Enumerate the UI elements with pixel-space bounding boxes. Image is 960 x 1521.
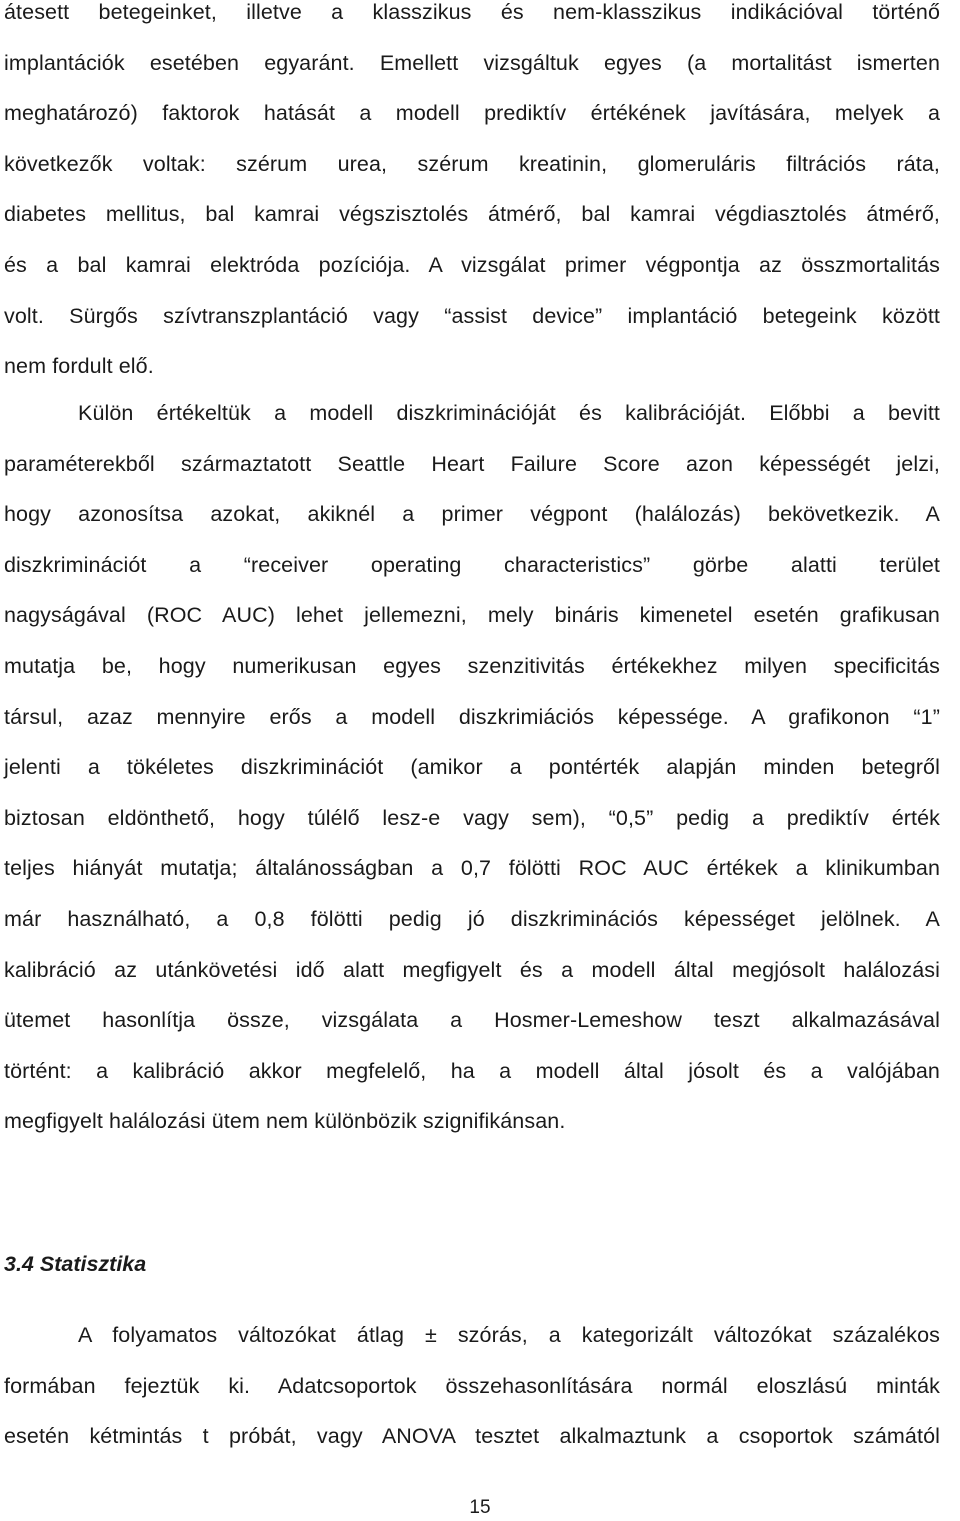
body-paragraph-3 bbox=[4, 1310, 940, 1462]
text-line: formában fejeztük ki. Adatcsoportok összehasonlítására normál eloszlású minták bbox=[4, 1373, 940, 1398]
text-line: teljes hiányát mutatja; általánosságban a 0,7 fölötti ROC AUC értékek a klinikumban bbox=[4, 856, 940, 881]
text-line: mutatja be, hogy numerikusan egyes szenzitivitás értékekhez milyen specificitás bbox=[4, 653, 940, 678]
body-paragraph-1 bbox=[4, 0, 940, 392]
text-line: nem fordult elő. bbox=[4, 354, 154, 379]
text-line: paraméterekből származtatott Seattle Heart Failure Score azon képességét jelzi, bbox=[4, 451, 940, 476]
text-line: A folyamatos változókat átlag ± szórás, a kategorizált változókat százalékos bbox=[78, 1323, 940, 1347]
text-line: társul, azaz mennyire erős a modell diszkrimiációs képessége. A grafikonon “1” bbox=[4, 704, 940, 729]
text-line: ütemet hasonlítja össze, vizsgálata a Hosmer-Lemeshow teszt alkalmazásával bbox=[4, 1008, 940, 1033]
text-line: már használható, a 0,8 fölötti pedig jó diszkriminációs képességet jelölnek. A bbox=[4, 906, 940, 931]
text-line: megfigyelt halálozási ütem nem különbözik szignifikánsan. bbox=[4, 1109, 566, 1134]
text-line: volt. Sürgős szívtranszplantáció vagy “assist device” implantáció betegeink között bbox=[4, 303, 940, 328]
text-line: hogy azonosítsa azokat, akiknél a primer végpont (halálozás) bekövetkezik. A bbox=[4, 502, 940, 527]
text-line: diszkriminációt a “receiver operating characteristics” görbe alatti terület bbox=[4, 552, 940, 577]
text-line: és a bal kamrai elektróda pozíciója. A vizsgálat primer végpontja az összmortalitás bbox=[4, 252, 940, 277]
text-line: Külön értékeltük a modell diszkriminációját és kalibrációját. Előbbi a bevitt bbox=[78, 401, 940, 425]
text-line: következők voltak: szérum urea, szérum kreatinin, glomeruláris filtrációs ráta, bbox=[4, 151, 940, 176]
text-line: jelenti a tökéletes diszkriminációt (amikor a pontérték alapján minden betegről bbox=[4, 755, 940, 780]
text-line: biztosan eldönthető, hogy túlélő lesz-e vagy sem), “0,5” pedig a prediktív érték bbox=[4, 805, 940, 830]
text-line: kalibráció az utánkövetési idő alatt megfigyelt és a modell által megjósolt halálozási bbox=[4, 957, 940, 982]
section-heading: 3.4 Statisztika bbox=[4, 1252, 147, 1276]
text-line: nagyságával (ROC AUC) lehet jellemezni, mely bináris kimenetel esetén grafikusan bbox=[4, 603, 940, 628]
text-line: esetén kétmintás t próbát, vagy ANOVA tesztet alkalmaztunk a csoportok számától bbox=[4, 1424, 940, 1449]
text-line: történt: a kalibráció akkor megfelelő, ha a modell által jósolt és a valójában bbox=[4, 1058, 940, 1083]
text-line: átesett betegeinket, illetve a klasszikus és nem-klasszikus indikációval történő bbox=[4, 0, 940, 24]
text-line: implantációk esetében egyaránt. Emellett vizsgáltuk egyes (a mortalitást ismerten bbox=[4, 50, 940, 75]
body-paragraph-2 bbox=[4, 388, 940, 1147]
text-line: meghatározó) faktorok hatását a modell prediktív értékének javítására, melyek a bbox=[4, 101, 940, 126]
page-number: 15 bbox=[469, 1497, 491, 1518]
text-line: diabetes mellitus, bal kamrai végszisztolés átmérő, bal kamrai végdiasztolés átmérő, bbox=[4, 202, 940, 227]
